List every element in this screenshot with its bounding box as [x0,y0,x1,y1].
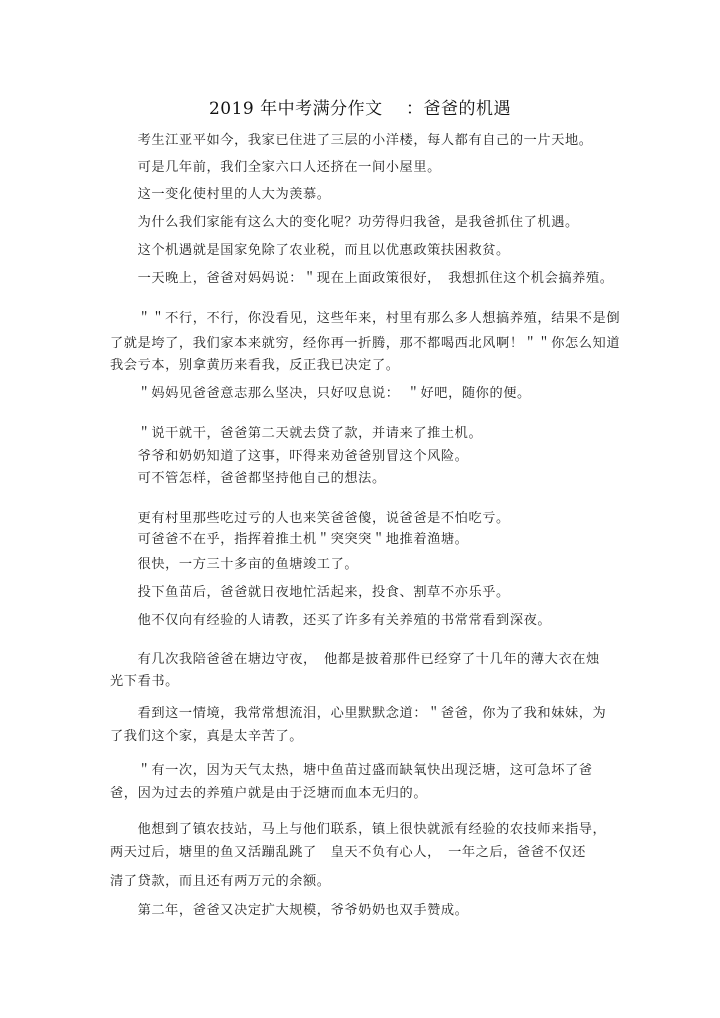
text-line: 有几次我陪爸爸在塘边守夜， 他都是披着那件已经穿了十几年的薄大衣在烛 [110,652,600,667]
text-line: ＂有一次，因为天气太热，塘中鱼苗过盛而缺氧快出现泛塘，这可急坏了爸 [110,763,593,778]
document-title: 2019 年中考满分作文 ：爸爸的机遇 [208,99,512,119]
text-line: 为什么我们家能有这么大的变化呢？功劳得归我爸，是我爸抓住了机遇。 [110,215,579,230]
text-line: 投下鱼苗后，爸爸就日夜地忙活起来，投食、割草不亦乐乎。 [110,585,510,600]
text-line: 第二年，爸爸又决定扩大规模，爷爷奶奶也双手赞成。 [110,903,469,918]
text-line: 了就是垮了，我们家本来就穷，经你再一折腾，那不都喝西北风啊！＂＂你怎么知道 [110,336,621,351]
text-line: 可是几年前，我们全家六口人还挤在一间小屋里。 [110,160,441,175]
text-line: 很快，一方三十多亩的鱼塘竣工了。 [110,557,359,572]
text-line: 这一变化使村里的人大为羡慕。 [110,187,331,202]
text-line: 光下看书。 [110,674,179,689]
text-line: 一天晚上，爸爸对妈妈说：＂现在上面政策很好， 我想抓住这个机会搞养殖。 [110,271,614,286]
text-line: 爷爷和奶奶知道了这事，吓得来劝爸爸别冒这个风险。 [110,449,469,464]
text-line: ＂说干就干，爸爸第二天就去贷了款，并请来了推土机。 [110,426,483,441]
text-line: 可爸爸不在乎，指挥着推土机＂突突突＂地推着渔塘。 [110,532,469,547]
text-line: 更有村里那些吃过亏的人也来笑爸爸傻，说爸爸是不怕吃亏。 [110,511,510,526]
text-line: 清了贷款，而且还有两万元的余额。 [110,874,331,889]
text-line: ＂＂不行，不行，你没看见，这些年来，村里有那么多人想搞养殖，结果不是倒 [110,311,621,326]
text-line: 爸，因为过去的养殖户就是由于泛塘而血本无归的。 [110,786,428,801]
text-line: ＂妈妈见爸爸意志那么坚决，只好叹息说： ＂好吧，随你的便。 [110,386,531,401]
text-line: 他想到了镇农技站，马上与他们联系，镇上很快就派有经验的农技师来指导， [110,822,607,837]
text-line: 他不仅向有经验的人请教，还买了许多有关养殖的书常常看到深夜。 [110,613,552,628]
text-line: 了我们这个家，真是太辛苦了。 [110,729,304,744]
text-line: 这个机遇就是国家免除了农业税，而且以优惠政策扶困救贫。 [110,243,510,258]
text-line: 我会亏本，别拿黄历来看我，反正我已决定了。 [110,358,400,373]
text-line: 可不管怎样，爸爸都坚持他自己的想法。 [110,471,386,486]
text-line: 两天过后，塘里的鱼又活蹦乱跳了 皇天不负有心人， 一年之后，爸爸不仅还 [110,845,586,860]
text-line: 看到这一情境，我常常想流泪，心里默默念道：＂爸爸，你为了我和妹妹，为 [110,706,607,721]
text-line: 考生江亚平如今，我家已住进了三层的小洋楼，每人都有自己的一片天地。 [110,133,593,148]
